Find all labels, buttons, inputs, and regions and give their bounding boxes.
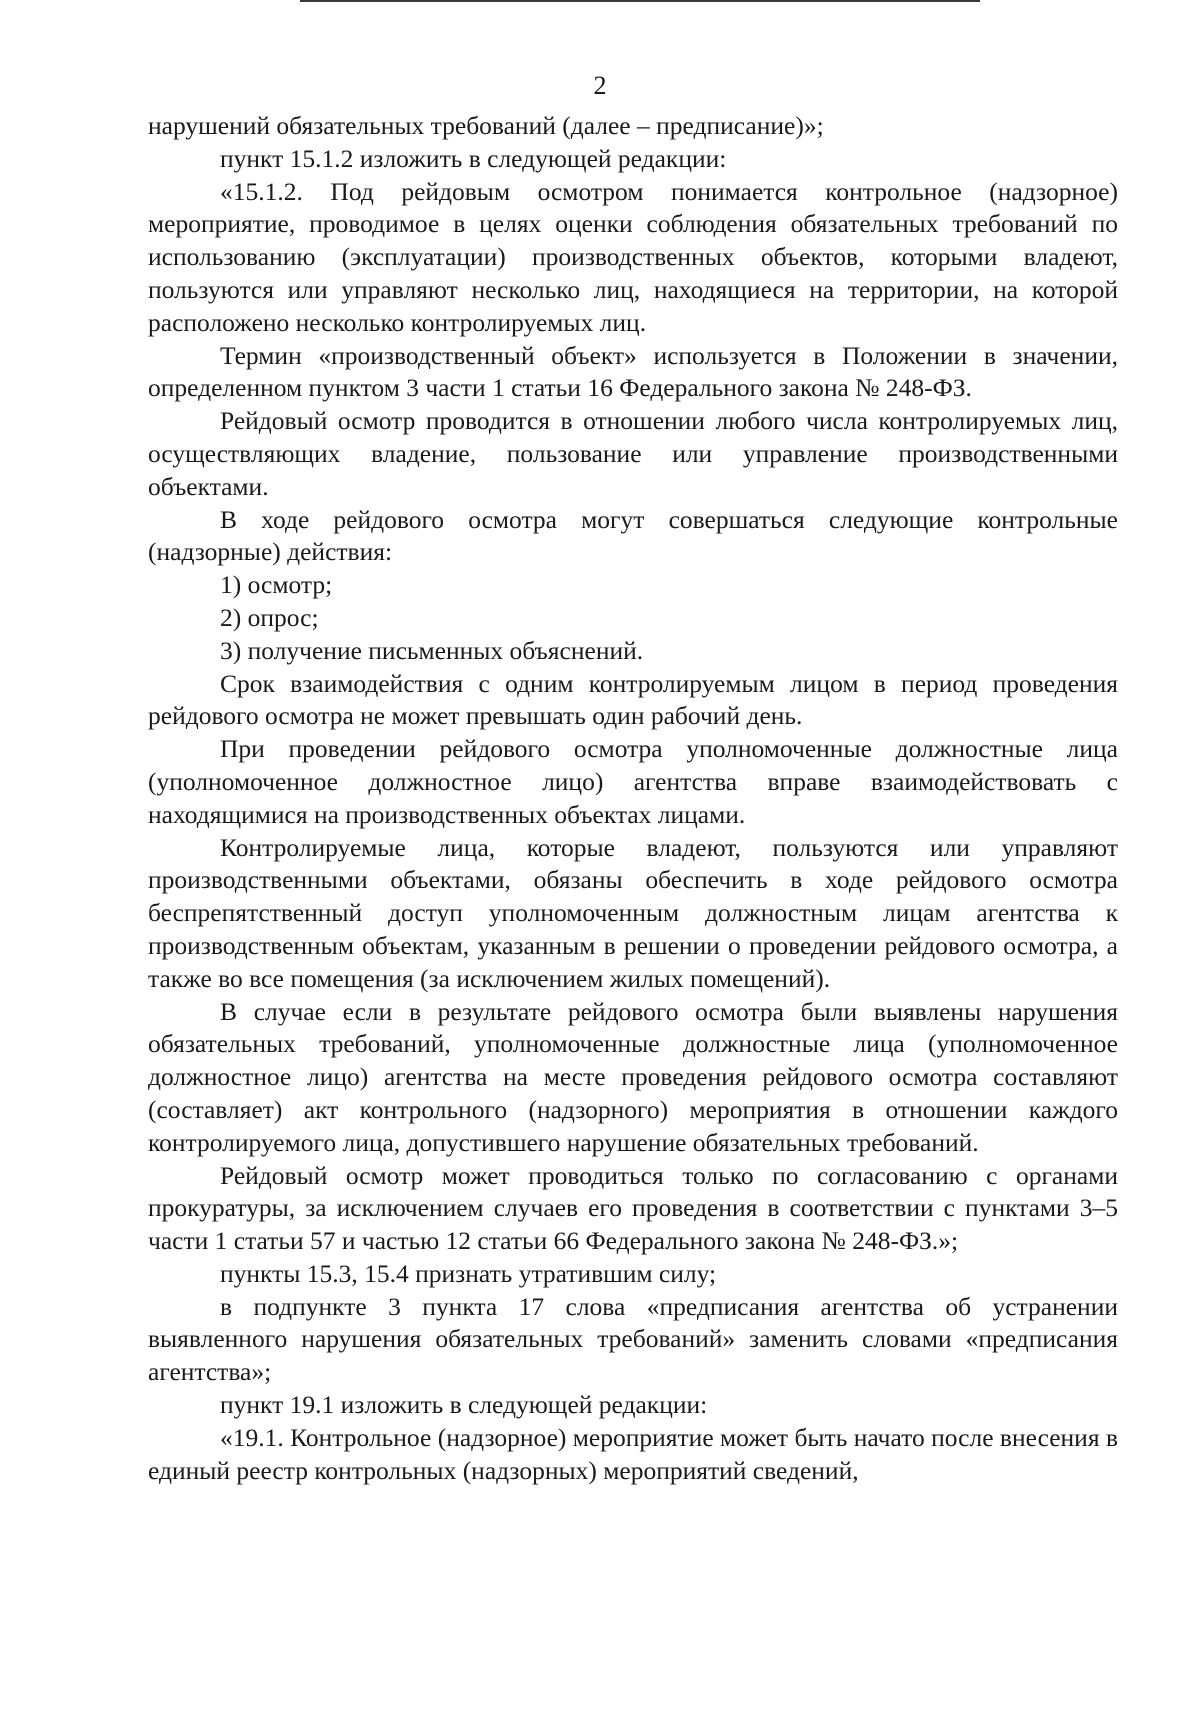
document-body: [148, 110, 1118, 1487]
paragraph: Термин «производственный объект» используется в Положении в значении, определенном пунктом 3 части 1 статьи 16 Федерального закона № 248-ФЗ.: [148, 340, 1118, 403]
paragraph: В случае если в результате рейдового осмотра были выявлены нарушения обязательных требований, уполномоченные должностные лица (уполномоченное должностное лицо) агентства на месте проведения рейдового осмотра составляют (составляет) акт контрольного (надзорного) мероприятия в отношении каждого контролируемого лица, допустившего нарушение обязательных требований.: [148, 996, 1118, 1157]
paragraph: При проведении рейдового осмотра уполномоченные должностные лица (уполномоченное должностное лицо) агентства вправе взаимодействовать с находящимися на производственных объектах лицами.: [148, 734, 1118, 829]
paragraph: «15.1.2. Под рейдовым осмотром понимается контрольное (надзорное) мероприятие, проводимое в целях оценки соблюдения обязательных требований по использованию (эксплуатации) производственных объектов, которыми владеют, пользуются или управляют несколько лиц, находящиеся на территории, на которой расположено несколько контролируемых лиц.: [148, 176, 1118, 337]
paragraph: Рейдовый осмотр может проводиться только по согласованию с органами прокуратуры, за исключением случаев его проведения в соответствии с пунктами 3–5 части 1 статьи 57 и частью 12 статьи 66 Федерального закона № 248-ФЗ.»;: [148, 1160, 1118, 1256]
list-item: 1) осмотр;: [220, 570, 333, 600]
paragraph: пункты 15.3, 15.4 признать утратившим силу;: [220, 1258, 717, 1288]
list-item: 2) опрос;: [220, 602, 319, 632]
paragraph: нарушений обязательных требований (далее – предписание)»;: [148, 111, 824, 140]
paragraph: В ходе рейдового осмотра могут совершаться следующие контрольные (надзорные) действия:: [148, 504, 1118, 567]
paragraph: в подпункте 3 пункта 17 слова «предписания агентства об устранении выявленного нарушения обязательных требований» заменить словами «предписания агентства»;: [148, 1291, 1118, 1387]
paragraph: Срок взаимодействия с одним контролируемым лицом в период проведения рейдового осмотра не может превышать один рабочий день.: [148, 668, 1118, 731]
page-number: 2: [593, 71, 607, 100]
paragraph: Контролируемые лица, которые владеют, пользуются или управляют производственными объектами, обязаны обеспечить в ходе рейдового осмотра беспрепятственный доступ уполномоченным должностным лицам агентства к производственным объектам, указанным в решении о проведении рейдового осмотра, а также во все помещения (за исключением жилых помещений).: [148, 832, 1118, 993]
paragraph: пункт 15.1.2 изложить в следующей редакции:: [220, 143, 727, 173]
paragraph: Рейдовый осмотр проводится в отношении любого числа контролируемых лиц, осуществляющих владение, пользование или управление производственными объектами.: [148, 406, 1118, 501]
paragraph: пункт 19.1 изложить в следующей редакции:: [220, 1390, 708, 1420]
scan-edge-line: [300, 0, 980, 2]
list-item: 3) получение письменных объяснений.: [220, 635, 644, 665]
paragraph: «19.1. Контрольное (надзорное) мероприятие может быть начато после внесения в единый реестр контрольных (надзорных) мероприятий сведений,: [148, 1422, 1118, 1485]
